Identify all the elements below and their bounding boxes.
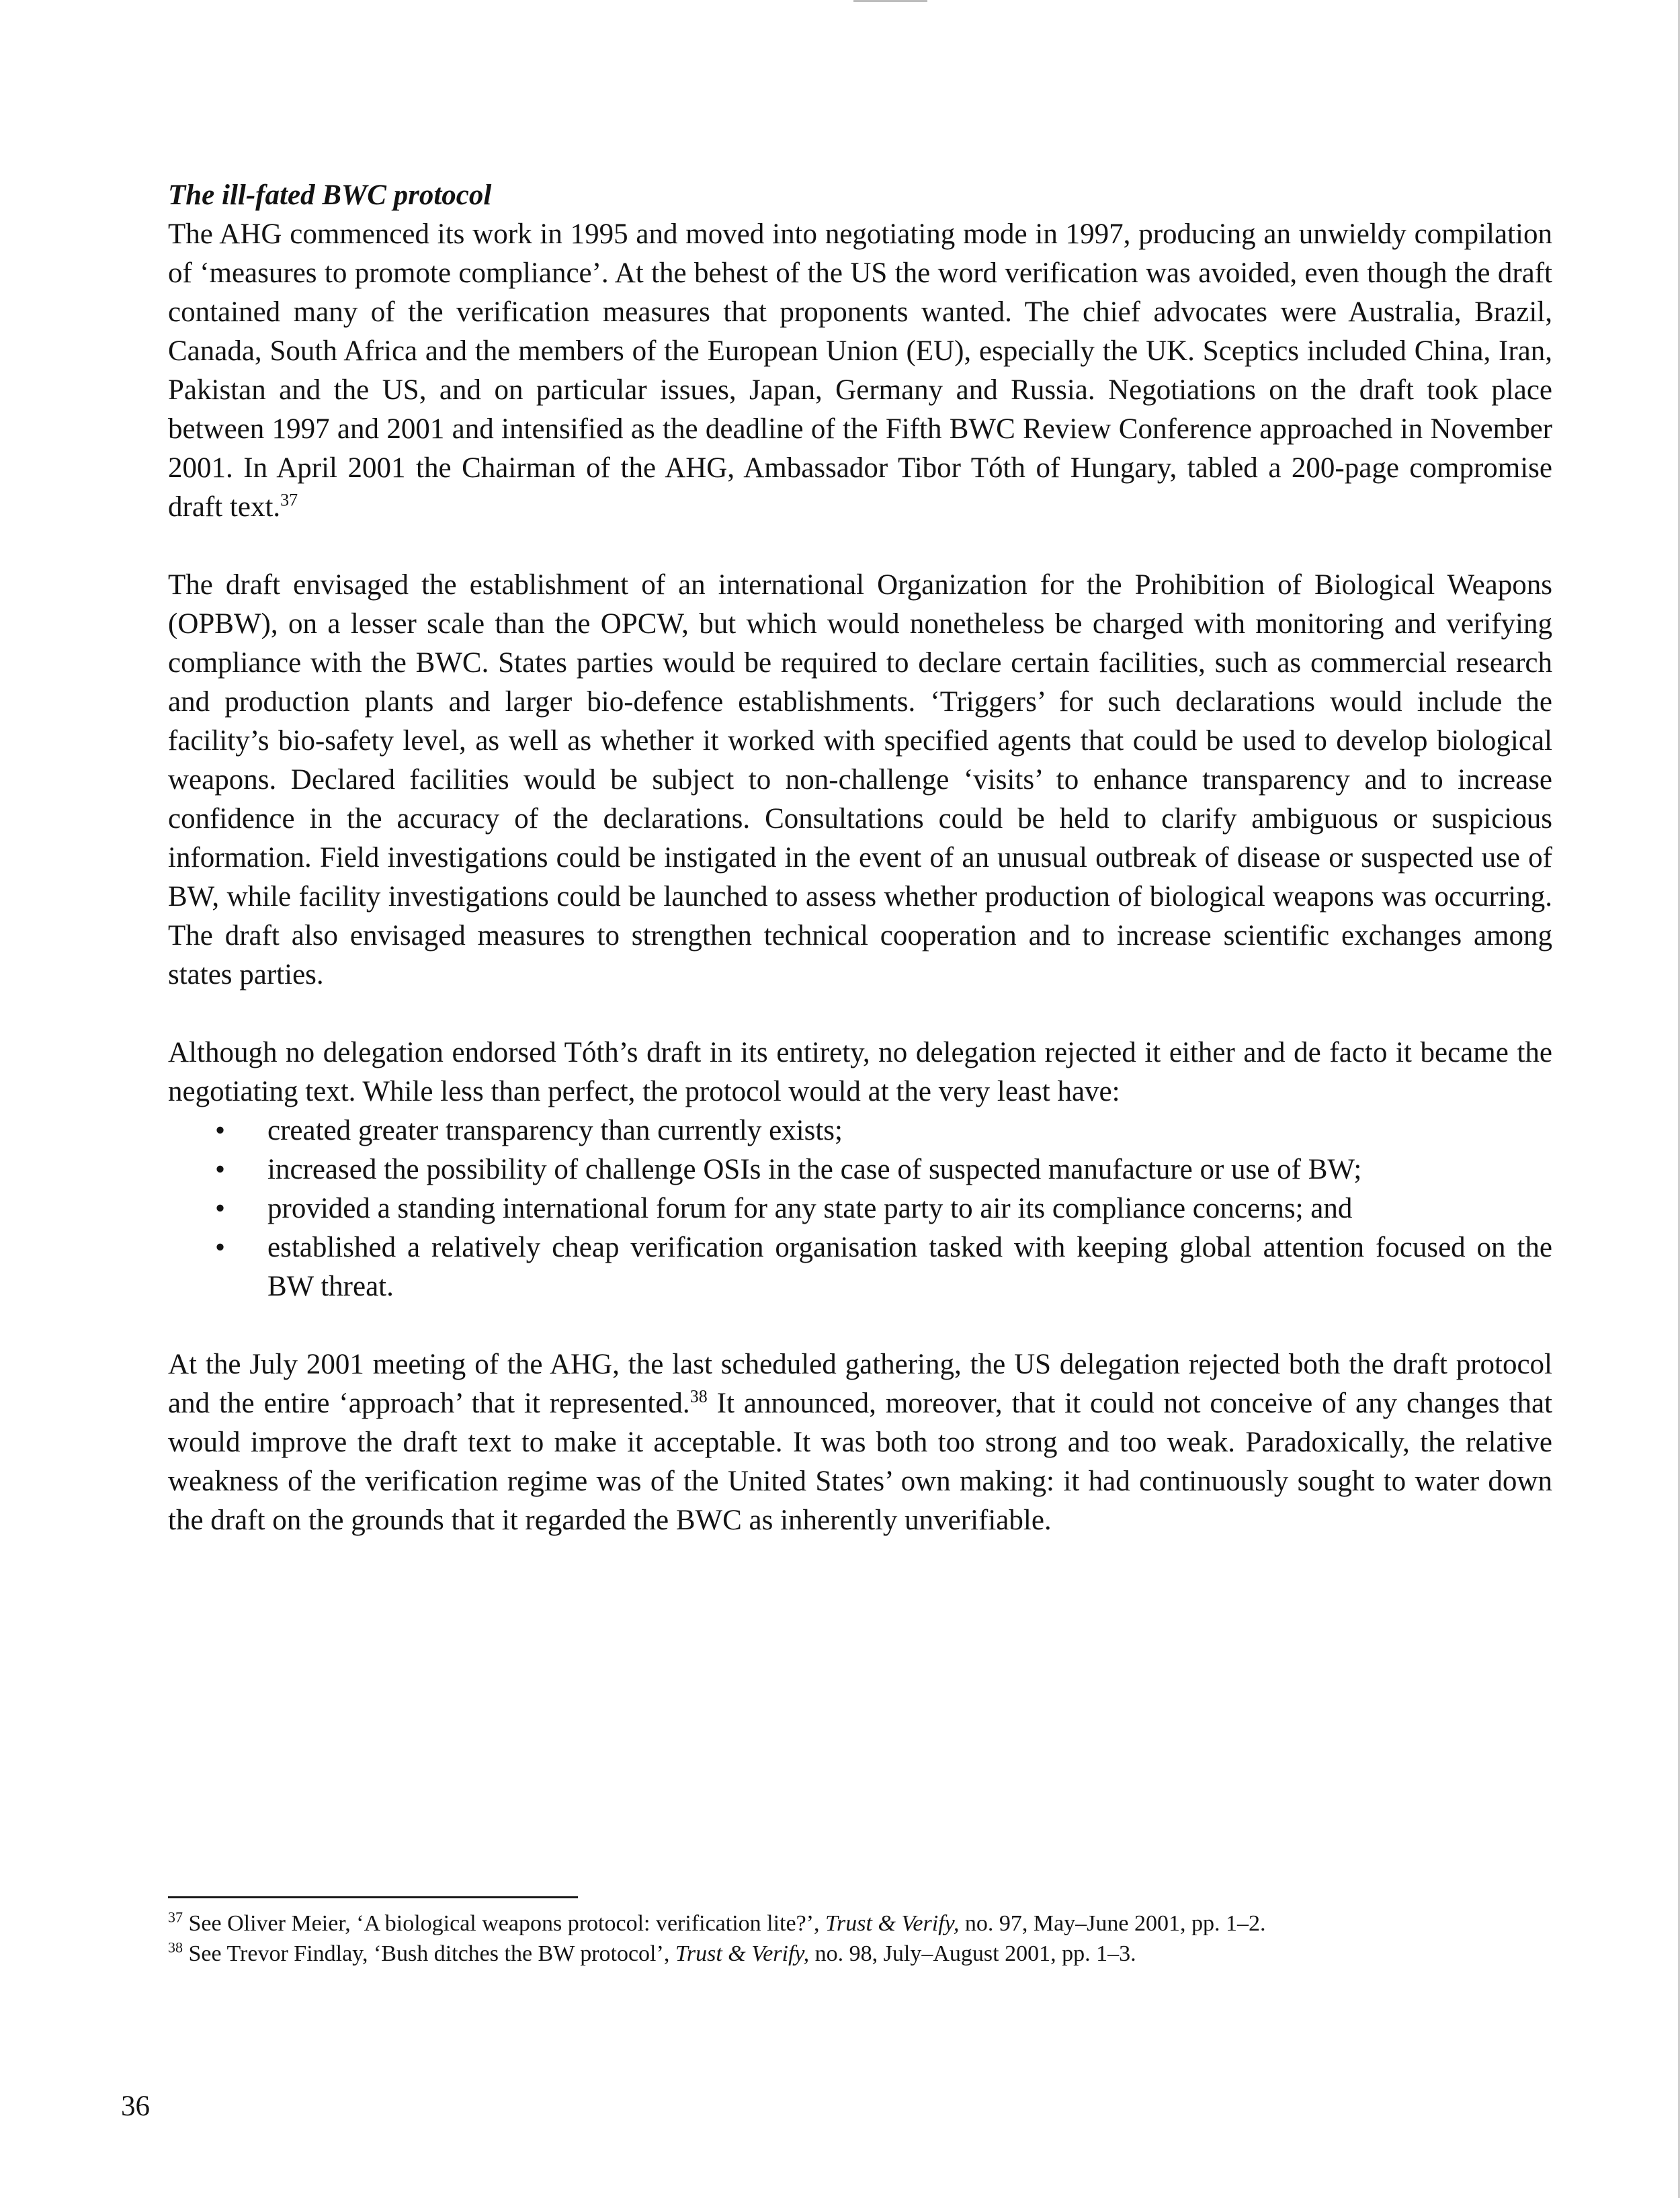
paragraph-1-text: The AHG commenced its work in 1995 and moved into negotiating mode in 1997, producing an unwieldy compilation of ‘measures to promote compliance’. At the behest of the US the word verification was avoided, even though the draft contained many of the verification measures that proponents wanted. The chief advocates were Australia, Brazil, Canada, South Africa and the members of the European Union (EU), especially the UK. Sceptics included China, Iran, Pakistan and the US, and on particular issues, Japan, Germany and Russia. Negotiations on the draft took place between 1997 and 2001 and intensified as the deadline of the Fifth BWC Review Conference approached in November 2001. In April 2001 the Chairman of the AHG, Ambassador Tibor Tóth of Hungary, tabled a 200-page compromise draft text. <box>168 218 1552 523</box>
scan-artifact-mark <box>853 0 927 2</box>
footnote-text: See Trevor Findlay, ‘Bush ditches the BW protocol’, <box>183 1941 675 1966</box>
list-item-text: provided a standing international forum for any state party to air its compliance concerns; and <box>267 1193 1353 1224</box>
footnote-ref-38[interactable]: 38 <box>689 1386 708 1406</box>
paragraph-2: The draft envisaged the establishment of an international Organization for the Prohibition of Biological Weapons (OPBW), on a lesser scale than the OPCW, but which would nonetheless be charged with monitoring and verifying compliance with the BWC. States parties would be required to declare certain facilities, such as commercial research and production plants and larger bio-defence establishments. ‘Triggers’ for such declarations would include the facility’s bio-safety level, as well as whether it worked with specified agents that could be used to develop biological weapons. Declared facilities would be subject to non-challenge ‘visits’ to enhance transparency and to increase confidence in the accuracy of the declarations. Consultations could be held to clarify ambiguous or suspicious information. Field investigations could be instigated in the event of an unusual outbreak of disease or suspected use of BW, while facility investigations could be launched to assess whether production of biological weapons was occurring. The draft also envisaged measures to strengthen technical cooperation and to increase scientific exchanges among states parties. <box>168 569 1552 990</box>
footnotes <box>168 1908 1552 1969</box>
list-item-text: established a relatively cheap verification organisation tasked with keeping global attention focused on the BW threat. <box>267 1232 1552 1302</box>
list-item <box>215 1150 1552 1189</box>
paragraph-4-text-a: At the July 2001 meeting of the AHG, the last scheduled gathering, the US delegation rejected both the draft protocol and the entire ‘approach’ that it represented. <box>168 1349 1552 1419</box>
bullet-icon: • <box>215 1193 226 1224</box>
footnote-journal: Trust & Verify, <box>825 1911 960 1936</box>
footnote-number: 37 <box>168 1908 183 1926</box>
footnote-text: See Oliver Meier, ‘A biological weapons protocol: verification lite?’, <box>183 1911 826 1936</box>
list-item-text: increased the possibility of challenge OSIs in the case of suspected manufacture or use of BW; <box>267 1154 1362 1185</box>
bullet-list <box>168 1111 1552 1306</box>
paragraph-1 <box>168 215 1552 527</box>
bullet-icon: • <box>215 1115 226 1146</box>
page-number: 36 <box>121 2090 150 2122</box>
footnote-text-end: no. 97, May–June 2001, pp. 1–2. <box>959 1911 1266 1936</box>
footnote-number: 38 <box>168 1939 183 1956</box>
bullet-icon: • <box>215 1154 226 1185</box>
footnote-divider <box>168 1896 578 1898</box>
footnote-38 <box>168 1939 1552 1969</box>
bullet-icon: • <box>215 1232 226 1263</box>
paragraph-3: Although no delegation endorsed Tóth’s draft in its entirety, no delegation rejected it either and de facto it became the negotiating text. While less than perfect, the protocol would at the very least have: <box>168 1037 1552 1107</box>
footnote-37 <box>168 1908 1552 1939</box>
footnote-ref-37[interactable]: 37 <box>280 490 298 510</box>
list-item <box>215 1111 1552 1150</box>
list-item <box>215 1228 1552 1306</box>
footnote-journal: Trust & Verify, <box>675 1941 810 1966</box>
list-item-text: created greater transparency than currently exists; <box>267 1115 843 1146</box>
main-content <box>168 176 1552 1540</box>
section-heading: The ill-fated BWC protocol <box>168 179 492 211</box>
footnote-text-end: no. 98, July–August 2001, pp. 1–3. <box>809 1941 1136 1966</box>
paragraph-4 <box>168 1345 1552 1540</box>
list-item <box>215 1189 1552 1228</box>
paragraph-4-text-b: It announced, moreover, that it could not conceive of any changes that would improve the draft text to make it acceptable. It was both too strong and too weak. Paradoxically, the relative weakness of the verification regime was of the United States’ own making: it had continuously sought to water down the draft on the grounds that it regarded the BWC as inherently unverifiable. <box>168 1388 1552 1536</box>
